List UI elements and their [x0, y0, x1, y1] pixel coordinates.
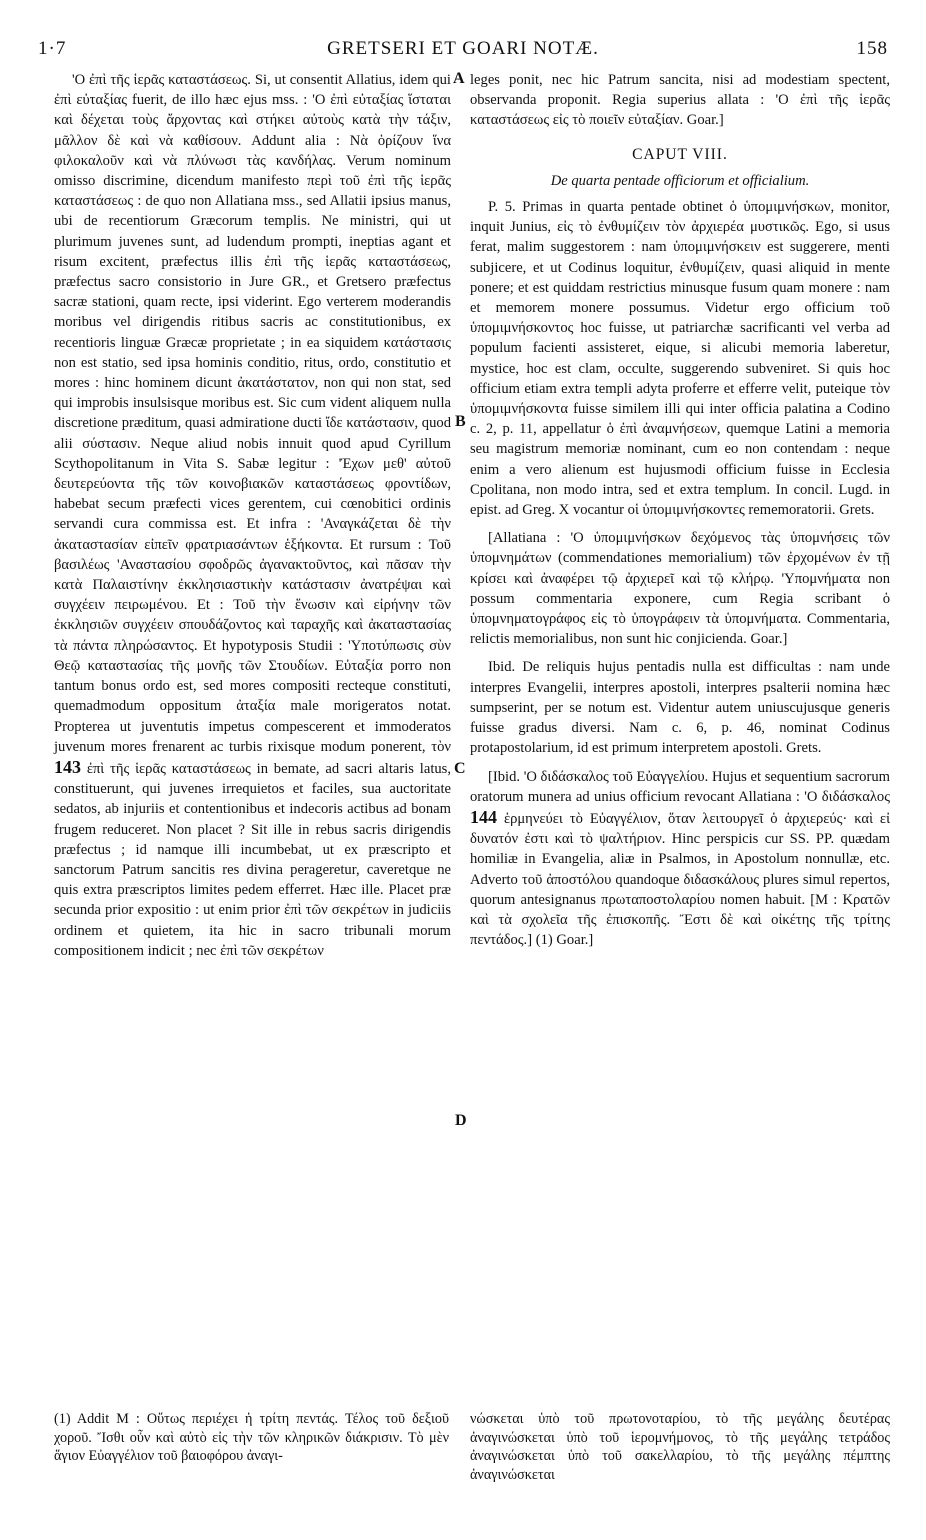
- left-text-part2: ἐπὶ τῆς ἱερᾶς καταστάσεως in bemate, ad sacri altaris latus, constituerunt, qui juvenes irrequietos et faciles, sua auctoritate sedatos, ab injuriis et contentionibus et indecoris actibus ad bonam frugem reduceret. Non placet ? Sit ille in rebus sacris dirigendis præfectus ; id namque illi incumbebat, ut ex præscripto et sanctorum Patrum sancitis res divina perageretur, caveretque ne quis extra præscriptos limites pedem efferret. Hæc ille. Placet præ secunda prior expositio : ut enim prior ἐπὶ τῶν σεκρέτων in judiciis ordinem et quietem, ita hic in sacro tribunali morum compositionem indicit ; nec ἐπὶ τῶν σεκρέτων: [54, 760, 451, 959]
- right-paragraph-4: Ibid. De reliquis hujus pentadis nulla est difficultas : nam unde interpres Evangelii, interpres apostoli, interpres psalterii nomina hæc sumpserint, per se notum est. Videntur autem uniuscujusque generis fuisse gradus diversi. Nam c. 6, p. 46, nominat Codinus protapostolarium, id est primum interpretem apostoli. Grets.: [470, 659, 890, 757]
- left-text-part1: 'Ο ἐπὶ τῆς ἱερᾶς καταστάσεως. Si, ut consentit Allatius, idem qui ἐπὶ εὐταξίας fuerit, de illo hæc ejus mss. : 'Ο ἐπὶ εὐταξίας ἵσταται καὶ δέχεται τοὺς ἄρχοντας καὶ στήκει αὐτοὺς κατὰ τὴν τάξιν, μᾶλλον δὲ καὶ νὰ καθίσουν. Addunt alia : Νὰ ὁρίζουν ἵνα φιλοκαλοῦν καὶ νὰ πλύνωσι τὰς κανδήλας. Verum nominum omisso discrimine, dicendum manifesto περὶ τοῦ ἐπὶ τῆς ἱερᾶς καταστάσεως : de quo non Allatiana mss., sed Allatii ipsius manus, ubi de recentiorum Græcorum templis. Ne ministri, qui ut plurimum juvenes sunt, ad ludendum prompti, ineptias agant et risum excitent, præfectus illis ἐπὶ τῆς ἱερᾶς καταστάσεως, præfectus sacro consistorio in Jure GR., et Gretsero præfectus sacræ stationi, quam recte, ipsi viderint. Ego verterem moderandis moribus vel dirigendis ritibus sacris ac constitutionibus, ex recentioris linguæ Græcæ proprietate ; in ea siquidem κατάστασις non est statio, sed ipsa hominis conditio, ritus, ordo, constitutio et mores : hinc hominem dicunt ἀκατάστατον, non qui non stat, sed qui improbis insulsisque moribus est. Sic cum vident aliquem nulla discretione præditum, quasi admiratione ducti ἴδε κατάστασιν, quod alii σύστασιν. Neque aliud nobis innuit quod apud Cyrillum Scythopolitanum in Vita S. Sabæ legitur : 'Έχων μεθ' αὐτοῦ δευτερεύοντα τῆς τῶν κοινοβιακῶν καταστάσεως φροντίδων, habebat secum præfecti vices gerentem, cui cœnobitici ordinis servandi cura commissa est. Et infra : 'Αναγκάζεται δὲ τὴν ἀκαταστασίαν εἰπεῖν φρατριασάντων ἑξήκοντα. Et rursum : Τοῦ βασιλέως 'Αναστασίου σφοδρῶς ἀγανακτοῦντος, καὶ πᾶσαν τὴν κατὰ Παλαιστίνην ἐκκλησιαστικὴν κατάστασιν ἀνατρέψαι καὶ συγχέειν πειρωμένου. Et : Τοῦ τὴν ἕνωσιν καὶ εἰρήνην τῶν ἐκκλησιῶν συγχέειν σπουδάζοντος καὶ ταραχῆς καὶ ἀκαταστασίας τὰ πάντα πληρώσαντος. Et hypotyposis Studii : 'Υποτύπωσις σὺν Θεῷ καταστασίας τῆς μονῆς τῶν Στουδίων. Εὐταξία porro non tantum bonus ordo est, sed mores compositi recteque constituti, quemadmodum oppositum ἀταξία male morigeratos notat. Propterea ut juventutis impetus compescerent et immoderatos juvenum mores frenarent ac turbis rixisque modum ponerent, τὸν: [54, 72, 451, 755]
- margin-letter-c: C: [454, 760, 466, 777]
- margin-letter-d: D: [455, 1112, 467, 1129]
- running-head: [38, 38, 888, 64]
- page-marker-144: 144: [470, 806, 497, 827]
- page-number-right: 158: [856, 38, 888, 59]
- margin-letter-a: A: [453, 70, 465, 87]
- right-paragraph-2: P. 5. Primas in quarta pentade obtinet ὁ ὑπομιμνήσκων, monitor, inquit Junius, εἰς τὸ ἐνθυμίζειν τὸν ἀρχιερέα μυστικῶς. Ego, si usus ferat, malim suggestorem : nam ὑπομιμνήσκειν est suggerere, menti subjicere, et ut Codinus loquitur, ἐνθυμίζειν, quasi aliquid in mente ponere; et est quiddam restrictius minusque fusum quam monere : nam et memorem monere possumus. Videtur ergo officium τοῦ ὑπομιμνήσκοντος hoc fuisse, ut patriarchæ sacrificanti vel verba ad populum facienti assisteret, eique, si alicubi memoria laberetur, mystice, hoc est clam, occulte, suggerendo subveniret. Si quis hoc officium etiam extra templi adyta proferre et efferre velit, puteique τὸν ὑπομιμνήσκοντα fuisse similem illi qui inter officia palatina a Codino c. 2, p. 11, appellatur ὁ ἐπὶ ἀναμνήσεων, quemque Latini a memoria seu magistrum memoriæ nominant, cum eo non contendam : neque enim a vero alienum est hujusmodi officium fuisse in Ecclesia Cpolitana, non modo intra, sed et extra templum. In concil. Lugd. in epist. ad Greg. X vocantur οἱ ὑπομιμνήσκοντες rememoratorii. Grets.: [470, 199, 890, 519]
- right-paragraph-5: [470, 767, 890, 951]
- right-column: [470, 70, 890, 950]
- page-marker-143: 143: [54, 756, 81, 777]
- right-paragraph-1: leges ponit, nec hic Patrum sancita, nisi ad modestiam spectent, observanda proponit. Regia superius allata : 'Ο ἐπὶ τῆς ἱερᾶς καταστάσεως εἰς τὸ ποιεῖν εὐταξίαν. Goar.]: [470, 72, 890, 129]
- right-p5-part1: [Ibid. 'Ο διδάσκαλος τοῦ Εὐαγγελίου. Hujus et sequentium sacrorum oratorum munera ad unius officium revocant Allatiana : 'Ο διδάσκαλος: [470, 768, 890, 805]
- chapter-subtitle: De quarta pentade officiorum et officialium.: [550, 172, 810, 189]
- right-paragraph-3: [Allatiana : 'Ο ὑπομιμνήσκων δεχόμενος τὰς ὑπομνήσεις τῶν ὑπομνημάτων (commendationes memorialium) τῶν ἐρχομένων ἐν τῇ κρίσει καὶ ἀναφέρει τῷ ἀρχιερεῖ καὶ τῷ κλήρῳ. 'Υπομνήματα non possum commentaria exponere, cum Regia scribant ὁ ὑπομνηματογράφος εἰς τὸ ὑπογράφειν τὰ ὑπομνήματα. Commentaria, relictis memorialibus, non sunt hic conjicienda. Goar.]: [470, 530, 890, 648]
- right-p5-part2: ἑρμηνεύει τὸ Εὐαγγέλιον, ὅταν λειτουργεῖ ὁ ἀρχιερεύς· καὶ εἰ δυνατόν ἐστι καὶ τὸ ψαλτήριον. Hinc perspicis cur SS. PP. quædam homiliæ in Evangelia, aliæ in Psalmos, in Apostolum nonnullæ, etc. Adverto τοῦ ἀποστόλου quandoque διδασκάλους plures simul repertos, quorum antesignanus πρωταποστολαρίου nomen habuit. [M : Κρατῶν καὶ τὰ σχολεῖα τῆς ἐπισκοπῆς. Ἔστι δὲ καὶ οἰκέτης τῆς τρίτης πεντάδος.] (1) Goar.]: [470, 810, 890, 949]
- chapter-title: CAPUT VIII.: [632, 145, 728, 163]
- left-column: [54, 70, 451, 961]
- footnote-left: (1) Addit M : Οὕτως περιέχει ἡ τρίτη πεντάς. Τέλος τοῦ δεξιοῦ χοροῦ. Ἴσθι οὖν καὶ αὐτὸ εἰς τὴν τῶν κληρικῶν διάκρισιν. Τὸ μὲν ἅγιον Εὐαγγέλιον τοῦ βαιοφόρου ἀναγι-: [54, 1411, 449, 1464]
- page-number-left: 1·7: [38, 38, 67, 59]
- left-paragraph: [54, 70, 451, 961]
- margin-letter-b: B: [455, 413, 466, 430]
- running-title: GRETSERI ET GOARI NOTÆ.: [327, 38, 599, 59]
- footnote-right: νώσκεται ὑπὸ τοῦ πρωτονοταρίου, τὸ τῆς μεγάλης δευτέρας ἀναγινώσκεται ὑπὸ τοῦ ἱερομνήμονος, τὸ τῆς μεγάλης τετράδος ἀναγινώσκεται ὑπὸ τοῦ σακελλαρίου, τὸ τῆς μεγάλης πέμπτης ἀναγινώσκεται: [470, 1411, 890, 1483]
